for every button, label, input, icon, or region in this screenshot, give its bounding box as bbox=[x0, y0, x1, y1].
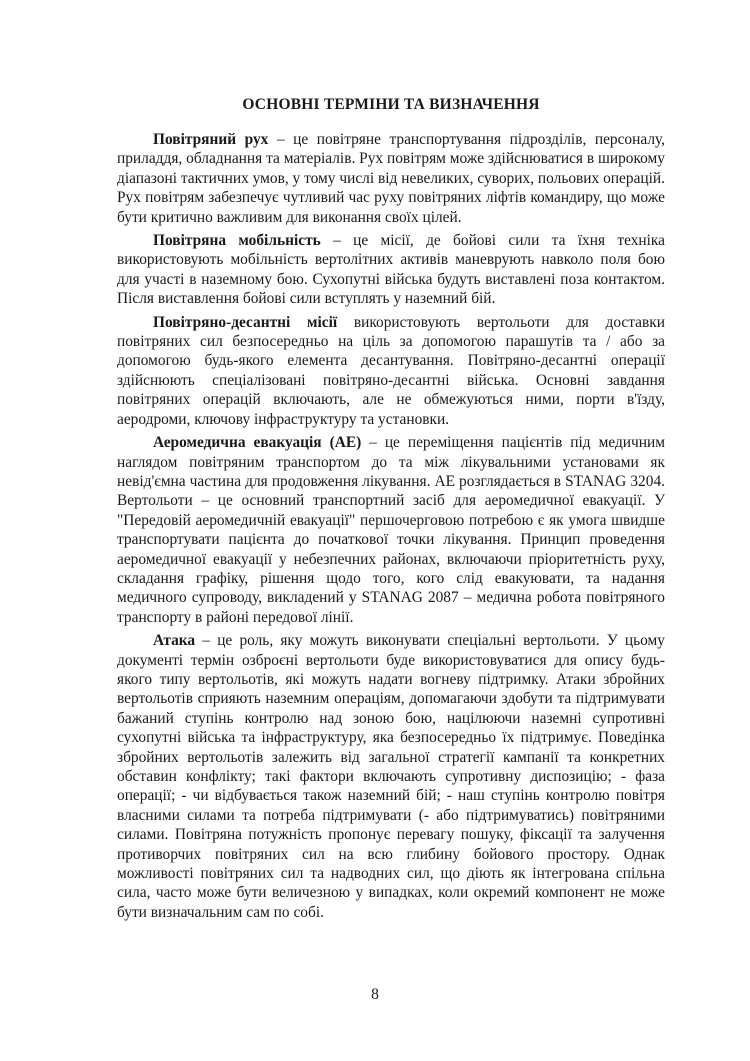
term-airborne-missions: Повітряно-десантні місії bbox=[153, 313, 338, 331]
definition-aeromedical-evacuation: – це переміщення пацієнтів під медичним наглядом повітряним транспортом до та між лікувальними установами як невід'ємна частина для продовження лікування. АЕ розглядається в STANAG 3204. Вертольоти – це основний транспортний засіб для аеромедичної евакуації. У "Передовій аеромедичній евакуації" першочерговою потребою є як умога швидше транспортувати пацієнта до початкової точки лікування. Принцип проведення аеромедичної евакуації у небезпечних районах, включаючи пріоритетність руху, складання графіку, рішення щодо того, кого слід евакуювати, та надання медичного супроводу, викладений у STANAG 2087 – медична робота повітряного транспорту в районі передової лінії. bbox=[117, 434, 665, 626]
definition-attack: – це роль, яку можуть виконувати спеціальні вертольоти. У цьому документі термін озброєні вертольоти буде використовуватися для опису будь-якого типу вертольотів, які можуть надати вогневу підтримку. Атаки збройних вертольотів сприяють наземним операціям, допомагаючи здобути та підтримувати бажаний ступінь контролю над зоною бою, націлюючи наземні супротивні сухопутні війська та інфраструктуру, яка безпосередньо їх підтримує. Поведінка збройних вертольотів залежить від загальної стратегії кампанії та конкретних обставин конфлікту; такі фактори включають супротивну диспозицію; - фаза операції; - чи відбувається також наземний бій; - наш ступінь контролю повітря власними силами та потреба підтримувати (- або підтримуватись) повітряними силами. Повітряна потужність пропонує перевагу пошуку, фіксації та залучення противорчих повітряних сил на всю глибину бойового простору. Однак можливості повітряних сил та надводних сил, що діють як інтегрована спільна сила, часто може бути величезною у випадках, коли окремий компонент не може бути визначальним сам по собі. bbox=[117, 632, 665, 921]
definition-air-mobility: – це місії, де бойові сили та їхня техніка використовують мобільність вертолітних активів маневрують навколо поля бою для участі в наземному бою. Сухопутні війська будуть виставлені поза контактом. Після виставлення бойові сили вступлять у наземний бій. bbox=[117, 232, 665, 308]
term-aeromedical-evacuation: Аеромедична евакуація (АЕ) bbox=[153, 434, 362, 452]
document-page bbox=[117, 90, 665, 926]
paragraph-airborne-missions bbox=[117, 313, 665, 429]
page-number: 8 bbox=[371, 986, 379, 1003]
paragraph-air-mobility bbox=[117, 231, 665, 309]
definition-airborne-missions: використовують вертольоти для доставки повітряних сил безпосередньо на ціль за допомогою парашутів та / або за допомогою будь-якого елемента десантування. Повітряно-десантні операції здійснюють спеціалізовані повітряно-десантні війська. Основні завдання повітряних операцій включають, але не обмежуються ними, порти в'їзду, аеродроми, ключову інфраструктуру та установки. bbox=[117, 313, 665, 428]
term-attack: Атака bbox=[153, 632, 196, 650]
paragraph-aeromedical-evacuation bbox=[117, 433, 665, 627]
paragraph-attack bbox=[117, 631, 665, 922]
term-air-mobility: Повітряна мобільність bbox=[153, 232, 321, 250]
paragraph-air-movement bbox=[117, 130, 665, 227]
definition-air-movement: – це повітряне транспортування підрозділів, персоналу, приладдя, обладнання та матеріалів. Рух повітрям може здійснюватися в широкому діапазоні тактичних умов, у тому числі від невеликих, суворих, польових операцій. Рух повітрям забезпечує чутливий час руху повітряних ліфтів командиру, що може бути критично важливим для виконання своїх цілей. bbox=[117, 131, 666, 226]
section-title: ОСНОВНІ ТЕРМІНИ ТА ВИЗНАЧЕННЯ bbox=[242, 96, 540, 113]
term-air-movement: Повітряний рух bbox=[153, 131, 269, 148]
